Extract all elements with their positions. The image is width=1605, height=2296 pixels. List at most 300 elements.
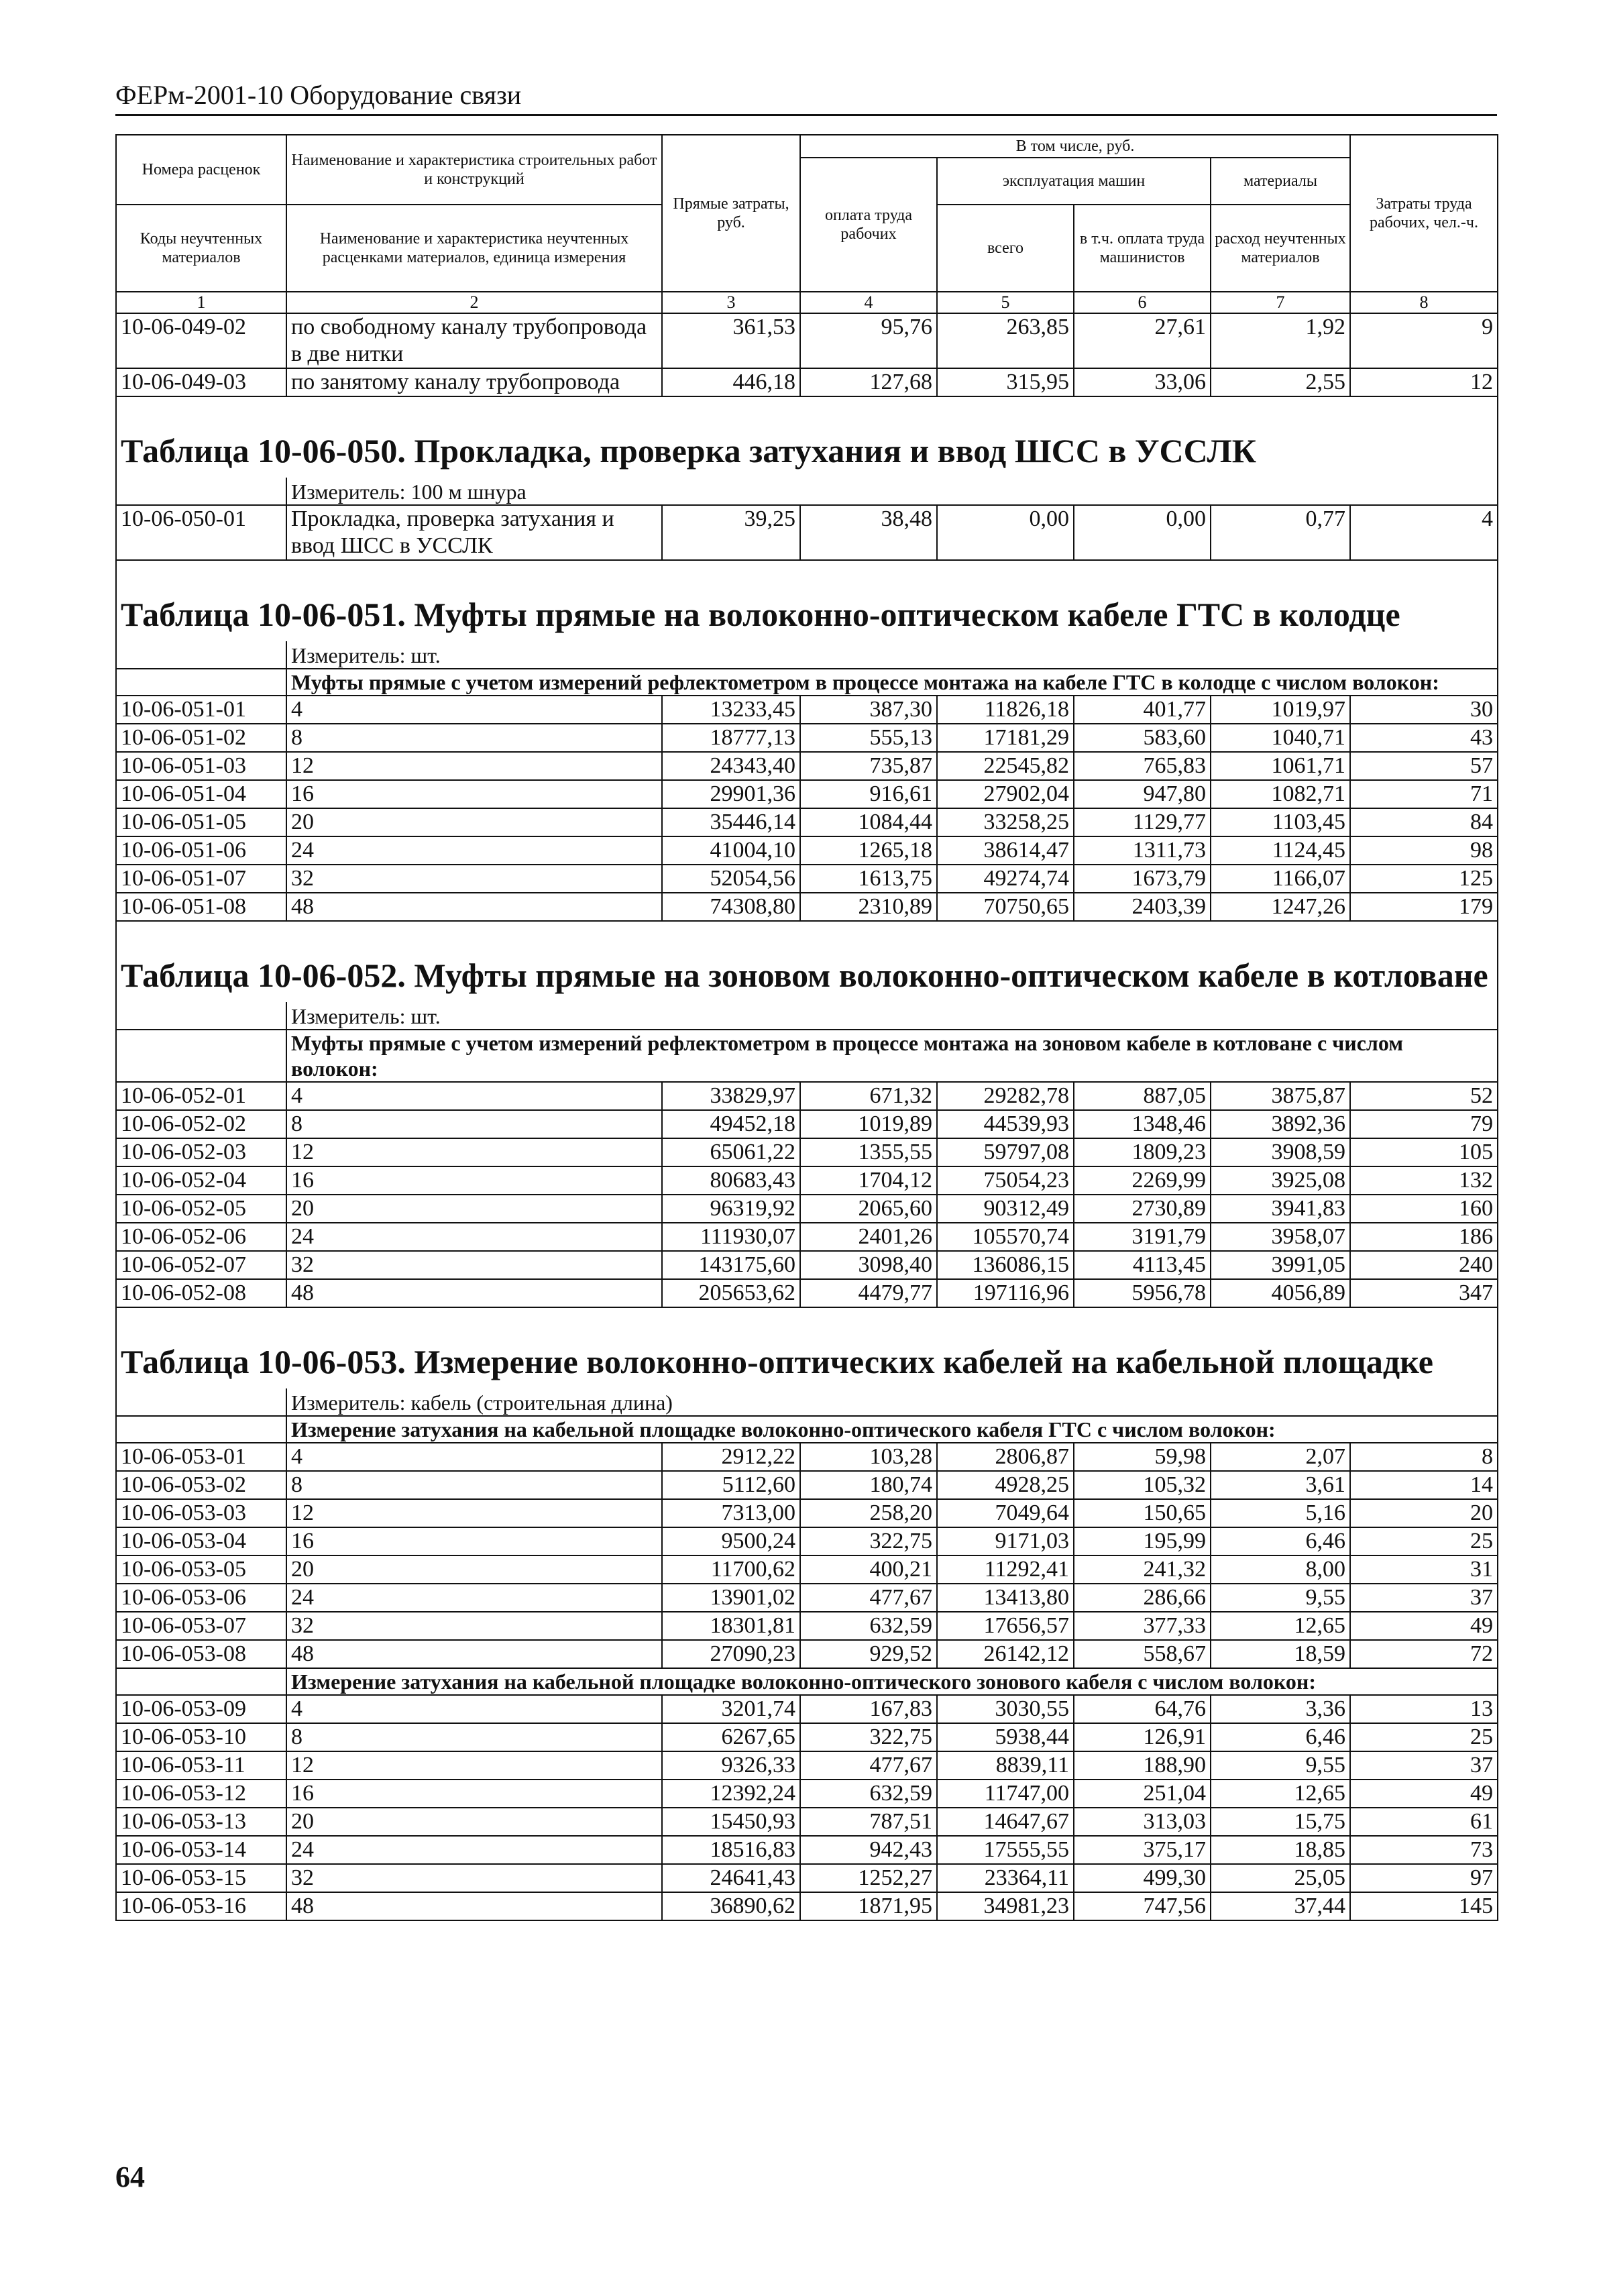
cell-c3: 111930,07 [662,1223,800,1251]
rate-code: 10-06-053-16 [116,1892,286,1920]
header-materials: материалы [1211,158,1350,205]
cell-c4: 322,75 [800,1723,937,1751]
rate-code: 10-06-052-01 [116,1082,286,1110]
cell-c7: 5,16 [1211,1499,1350,1527]
table-title-row [116,1307,1498,1388]
rate-name: 48 [286,1892,662,1920]
cell-c6: 1809,23 [1074,1138,1211,1166]
cell-c7: 2,55 [1211,368,1350,396]
cell-c7: 9,55 [1211,1751,1350,1780]
cell-c3: 18516,83 [662,1836,800,1864]
cell-c5: 2806,87 [937,1443,1074,1471]
cell-c8: 98 [1350,836,1498,865]
subtitle-spacer [116,669,286,696]
rate-code: 10-06-053-12 [116,1780,286,1808]
cell-c5: 34981,23 [937,1892,1074,1920]
cell-c5: 11826,18 [937,696,1074,724]
cell-c6: 1348,46 [1074,1110,1211,1138]
table-row [116,1555,1498,1584]
cell-c8: 31 [1350,1555,1498,1584]
cell-c7: 3875,87 [1211,1082,1350,1110]
cell-c5: 14647,67 [937,1808,1074,1836]
cell-c6: 583,60 [1074,724,1211,752]
cell-c6: 188,90 [1074,1751,1211,1780]
cell-c6: 401,77 [1074,696,1211,724]
rate-code: 10-06-051-01 [116,696,286,724]
column-numbers-row [116,292,1498,313]
rate-name: 16 [286,780,662,808]
rate-code: 10-06-053-06 [116,1584,286,1612]
table-row [116,1723,1498,1751]
rate-code: 10-06-049-03 [116,368,286,396]
rate-name: 48 [286,1640,662,1668]
cell-c5: 105570,74 [937,1223,1074,1251]
cell-c7: 8,00 [1211,1555,1350,1584]
rate-name: 48 [286,893,662,921]
cell-c6: 5956,78 [1074,1279,1211,1307]
table-row [116,1195,1498,1223]
cell-c7: 1103,45 [1211,808,1350,836]
cell-c7: 1247,26 [1211,893,1350,921]
table-row [116,696,1498,724]
cell-c6: 3191,79 [1074,1223,1211,1251]
cell-c3: 13233,45 [662,696,800,724]
header-machines: эксплуатация машин [937,158,1211,205]
cell-c6: 105,32 [1074,1471,1211,1499]
rate-name: 20 [286,1808,662,1836]
cell-c8: 49 [1350,1612,1498,1640]
cell-c5: 29282,78 [937,1082,1074,1110]
cell-c3: 36890,62 [662,1892,800,1920]
measure-spacer [116,1002,286,1030]
rate-name: 4 [286,1695,662,1723]
cell-c4: 477,67 [800,1584,937,1612]
cell-c6: 313,03 [1074,1808,1211,1836]
rate-code: 10-06-052-07 [116,1251,286,1279]
header-col7: расход неучтенных материалов [1211,205,1350,292]
cell-c6: 499,30 [1074,1864,1211,1892]
rate-code: 10-06-052-03 [116,1138,286,1166]
rate-code: 10-06-051-02 [116,724,286,752]
cell-c4: 4479,77 [800,1279,937,1307]
measure-spacer [116,1388,286,1416]
cell-c3: 2912,22 [662,1443,800,1471]
cell-c4: 387,30 [800,696,937,724]
cell-c6: 0,00 [1074,505,1211,560]
cell-c7: 3,61 [1211,1471,1350,1499]
cell-c3: 33829,97 [662,1082,800,1110]
cell-c4: 1704,12 [800,1166,937,1195]
table-row [116,1110,1498,1138]
cell-c8: 20 [1350,1499,1498,1527]
rate-name: 12 [286,752,662,780]
cell-c4: 1355,55 [800,1138,937,1166]
cell-c5: 263,85 [937,313,1074,368]
header-col2-top: Наименование и характеристика строительных работ и конструкций [286,135,662,205]
cell-c7: 25,05 [1211,1864,1350,1892]
cell-c7: 1166,07 [1211,865,1350,893]
table-row [116,313,1498,368]
rate-code: 10-06-053-11 [116,1751,286,1780]
cell-c8: 240 [1350,1251,1498,1279]
cell-c7: 3991,05 [1211,1251,1350,1279]
table-row [116,1471,1498,1499]
header-row-1 [116,135,1498,158]
cell-c3: 39,25 [662,505,800,560]
cell-c4: 671,32 [800,1082,937,1110]
rate-code: 10-06-052-05 [116,1195,286,1223]
cell-c3: 18301,81 [662,1612,800,1640]
rate-code: 10-06-052-08 [116,1279,286,1307]
cell-c4: 2310,89 [800,893,937,921]
table-title-row [116,921,1498,1002]
cell-c8: 84 [1350,808,1498,836]
rate-name: 4 [286,1082,662,1110]
cell-c6: 251,04 [1074,1780,1211,1808]
cell-c3: 29901,36 [662,780,800,808]
table-row [116,1584,1498,1612]
table-row [116,1780,1498,1808]
cell-c4: 127,68 [800,368,937,396]
cell-c5: 22545,82 [937,752,1074,780]
table-row [116,1808,1498,1836]
cell-c6: 1311,73 [1074,836,1211,865]
cell-c8: 73 [1350,1836,1498,1864]
cell-c3: 143175,60 [662,1251,800,1279]
rate-name: 32 [286,1612,662,1640]
rate-name: 16 [286,1166,662,1195]
cell-c7: 1019,97 [1211,696,1350,724]
table-title: Таблица 10-06-050. Прокладка, проверка затухания и ввод ШСС в УССЛК [116,396,1498,478]
table-row [116,1612,1498,1640]
table-row [116,505,1498,560]
cell-c3: 12392,24 [662,1780,800,1808]
subtitle-text: Муфты прямые с учетом измерений рефлектометром в процессе монтажа на зоновом кабеле в котловане с числом волокон: [286,1030,1498,1082]
rate-name: 24 [286,1584,662,1612]
column-number: 8 [1350,292,1498,313]
table-row [116,1640,1498,1668]
table-row [116,1082,1498,1110]
cell-c6: 33,06 [1074,368,1211,396]
header-col6: в т.ч. оплата труда машинистов [1074,205,1211,292]
rate-name: 4 [286,696,662,724]
cell-c8: 71 [1350,780,1498,808]
cell-c6: 286,66 [1074,1584,1211,1612]
table-row [116,808,1498,836]
cell-c5: 136086,15 [937,1251,1074,1279]
cell-c6: 947,80 [1074,780,1211,808]
measure-row [116,1388,1498,1416]
rate-name: по свободному каналу трубопровода в две нитки [286,313,662,368]
table-title: Таблица 10-06-053. Измерение волоконно-оптических кабелей на кабельной площадке [116,1307,1498,1388]
subtitle-row [116,1416,1498,1443]
rate-name: 8 [286,1723,662,1751]
rate-name: 24 [286,1836,662,1864]
cell-c4: 322,75 [800,1527,937,1555]
cell-c7: 18,85 [1211,1836,1350,1864]
rate-name: Прокладка, проверка затухания и ввод ШСС в УССЛК [286,505,662,560]
cell-c5: 17181,29 [937,724,1074,752]
table-row [116,1836,1498,1864]
cell-c8: 347 [1350,1279,1498,1307]
table-row [116,893,1498,921]
rate-name: 48 [286,1279,662,1307]
cell-c5: 49274,74 [937,865,1074,893]
cell-c7: 3925,08 [1211,1166,1350,1195]
cell-c7: 3892,36 [1211,1110,1350,1138]
cell-c8: 25 [1350,1527,1498,1555]
rate-code: 10-06-053-09 [116,1695,286,1723]
subtitle-text: Измерение затухания на кабельной площадке волоконно-оптического кабеля ГТС с числом волокон: [286,1416,1498,1443]
cell-c8: 37 [1350,1751,1498,1780]
cell-c6: 4113,45 [1074,1251,1211,1279]
cell-c8: 8 [1350,1443,1498,1471]
cell-c5: 0,00 [937,505,1074,560]
cell-c7: 12,65 [1211,1612,1350,1640]
rate-code: 10-06-052-02 [116,1110,286,1138]
rate-name: 12 [286,1751,662,1780]
cell-c5: 8839,11 [937,1751,1074,1780]
cell-c8: 13 [1350,1695,1498,1723]
table-title-row [116,396,1498,478]
rate-name: 24 [286,836,662,865]
rate-code: 10-06-052-06 [116,1223,286,1251]
cell-c4: 632,59 [800,1780,937,1808]
cell-c3: 13901,02 [662,1584,800,1612]
cell-c4: 1252,27 [800,1864,937,1892]
cell-c4: 1613,75 [800,865,937,893]
column-number: 5 [937,292,1074,313]
rate-name: 16 [286,1780,662,1808]
cell-c6: 241,32 [1074,1555,1211,1584]
cell-c6: 59,98 [1074,1443,1211,1471]
cell-c3: 74308,80 [662,893,800,921]
cell-c7: 6,46 [1211,1527,1350,1555]
cell-c8: 179 [1350,893,1498,921]
cell-c4: 400,21 [800,1555,937,1584]
cell-c3: 24641,43 [662,1864,800,1892]
cell-c8: 160 [1350,1195,1498,1223]
rate-code: 10-06-049-02 [116,313,286,368]
table-row [116,724,1498,752]
rate-code: 10-06-053-07 [116,1612,286,1640]
column-number: 4 [800,292,937,313]
measure-label: Измеритель: кабель (строительная длина) [286,1388,1498,1416]
cell-c5: 26142,12 [937,1640,1074,1668]
rate-name: 20 [286,808,662,836]
header-col3: Прямые затраты, руб. [662,135,800,292]
subtitle-spacer [116,1030,286,1082]
cell-c8: 37 [1350,1584,1498,1612]
cell-c6: 2403,39 [1074,893,1211,921]
cell-c8: 4 [1350,505,1498,560]
cell-c4: 103,28 [800,1443,937,1471]
cell-c3: 18777,13 [662,724,800,752]
cell-c3: 9500,24 [662,1527,800,1555]
cell-c5: 23364,11 [937,1864,1074,1892]
subtitle-row [116,1030,1498,1082]
rate-code: 10-06-050-01 [116,505,286,560]
cell-c5: 27902,04 [937,780,1074,808]
cell-c5: 9171,03 [937,1527,1074,1555]
rate-name: 8 [286,1471,662,1499]
table-row [116,1443,1498,1471]
table-row [116,1695,1498,1723]
rate-code: 10-06-053-03 [116,1499,286,1527]
rate-code: 10-06-053-10 [116,1723,286,1751]
table-title: Таблица 10-06-052. Муфты прямые на зоновом волоконно-оптическом кабеле в котловане [116,921,1498,1002]
cell-c8: 186 [1350,1223,1498,1251]
cell-c5: 75054,23 [937,1166,1074,1195]
cell-c5: 13413,80 [937,1584,1074,1612]
cell-c8: 61 [1350,1808,1498,1836]
cell-c4: 787,51 [800,1808,937,1836]
cell-c8: 145 [1350,1892,1498,1920]
cell-c8: 125 [1350,865,1498,893]
table-row [116,780,1498,808]
table-row [116,865,1498,893]
cell-c5: 3030,55 [937,1695,1074,1723]
rate-code: 10-06-053-02 [116,1471,286,1499]
header-col1-bottom: Коды неучтенных материалов [116,205,286,292]
cell-c7: 6,46 [1211,1723,1350,1751]
cell-c5: 33258,25 [937,808,1074,836]
table-row [116,1499,1498,1527]
rate-name: 16 [286,1527,662,1555]
cell-c3: 361,53 [662,313,800,368]
rate-name: по занятому каналу трубопровода [286,368,662,396]
rate-name: 32 [286,865,662,893]
subtitle-text: Измерение затухания на кабельной площадке волоконно-оптического зонового кабеля с числом волокон: [286,1668,1498,1695]
cell-c3: 205653,62 [662,1279,800,1307]
subtitle-spacer [116,1416,286,1443]
cell-c4: 3098,40 [800,1251,937,1279]
cell-c3: 96319,92 [662,1195,800,1223]
cell-c6: 377,33 [1074,1612,1211,1640]
cell-c3: 7313,00 [662,1499,800,1527]
cell-c3: 6267,65 [662,1723,800,1751]
cell-c5: 44539,93 [937,1110,1074,1138]
measure-row [116,1002,1498,1030]
cell-c3: 24343,40 [662,752,800,780]
header-col5: всего [937,205,1074,292]
cell-c6: 195,99 [1074,1527,1211,1555]
cell-c7: 3958,07 [1211,1223,1350,1251]
cell-c4: 942,43 [800,1836,937,1864]
cell-c6: 2269,99 [1074,1166,1211,1195]
cell-c6: 1129,77 [1074,808,1211,836]
cell-c8: 12 [1350,368,1498,396]
cell-c7: 1040,71 [1211,724,1350,752]
rate-name: 8 [286,724,662,752]
cell-c7: 0,77 [1211,505,1350,560]
price-table [115,134,1498,1921]
cell-c8: 72 [1350,1640,1498,1668]
cell-c5: 197116,96 [937,1279,1074,1307]
header-col1-top: Номера расценок [116,135,286,205]
rate-code: 10-06-053-08 [116,1640,286,1668]
subtitle-spacer [116,1668,286,1695]
cell-c3: 41004,10 [662,836,800,865]
measure-label: Измеритель: 100 м шнура [286,478,1498,505]
cell-c4: 167,83 [800,1695,937,1723]
rate-code: 10-06-053-01 [116,1443,286,1471]
rate-code: 10-06-051-05 [116,808,286,836]
cell-c4: 38,48 [800,505,937,560]
cell-c8: 14 [1350,1471,1498,1499]
cell-c3: 80683,43 [662,1166,800,1195]
rate-name: 32 [286,1864,662,1892]
rate-code: 10-06-051-08 [116,893,286,921]
table-row [116,1892,1498,1920]
cell-c4: 95,76 [800,313,937,368]
cell-c8: 30 [1350,696,1498,724]
cell-c5: 70750,65 [937,893,1074,921]
cell-c7: 37,44 [1211,1892,1350,1920]
cell-c4: 555,13 [800,724,937,752]
header-group: В том числе, руб. [800,135,1350,158]
cell-c3: 5112,60 [662,1471,800,1499]
rate-name: 12 [286,1499,662,1527]
cell-c6: 150,65 [1074,1499,1211,1527]
cell-c8: 52 [1350,1082,1498,1110]
rate-code: 10-06-053-05 [116,1555,286,1584]
cell-c5: 315,95 [937,368,1074,396]
table-row [116,1223,1498,1251]
cell-c7: 3908,59 [1211,1138,1350,1166]
rate-name: 20 [286,1195,662,1223]
cell-c4: 632,59 [800,1612,937,1640]
rate-name: 8 [286,1110,662,1138]
cell-c4: 2065,60 [800,1195,937,1223]
cell-c8: 49 [1350,1780,1498,1808]
cell-c7: 1,92 [1211,313,1350,368]
cell-c7: 1124,45 [1211,836,1350,865]
cell-c8: 105 [1350,1138,1498,1166]
cell-c6: 375,17 [1074,1836,1211,1864]
table-row [116,368,1498,396]
rate-name: 32 [286,1251,662,1279]
cell-c5: 59797,08 [937,1138,1074,1166]
cell-c6: 27,61 [1074,313,1211,368]
cell-c5: 11292,41 [937,1555,1074,1584]
table-row [116,1138,1498,1166]
header-col2-bottom: Наименование и характеристика неучтенных расценками материалов, единица измерения [286,205,662,292]
cell-c5: 11747,00 [937,1780,1074,1808]
cell-c4: 1265,18 [800,836,937,865]
table-title-row [116,560,1498,641]
cell-c4: 180,74 [800,1471,937,1499]
cell-c4: 1084,44 [800,808,937,836]
subtitle-text: Муфты прямые с учетом измерений рефлектометром в процессе монтажа на кабеле ГТС в колодце с числом волокон: [286,669,1498,696]
cell-c6: 126,91 [1074,1723,1211,1751]
header-col4: оплата труда рабочих [800,158,937,292]
cell-c8: 97 [1350,1864,1498,1892]
rate-code: 10-06-051-04 [116,780,286,808]
measure-spacer [116,641,286,669]
page-header: ФЕРм-2001-10 Оборудование связи [115,79,1497,116]
cell-c5: 90312,49 [937,1195,1074,1223]
column-number: 1 [116,292,286,313]
cell-c4: 2401,26 [800,1223,937,1251]
cell-c8: 25 [1350,1723,1498,1751]
cell-c3: 3201,74 [662,1695,800,1723]
cell-c3: 27090,23 [662,1640,800,1668]
cell-c6: 64,76 [1074,1695,1211,1723]
cell-c6: 2730,89 [1074,1195,1211,1223]
table-title: Таблица 10-06-051. Муфты прямые на волоконно-оптическом кабеле ГТС в колодце [116,560,1498,641]
cell-c3: 15450,93 [662,1808,800,1836]
